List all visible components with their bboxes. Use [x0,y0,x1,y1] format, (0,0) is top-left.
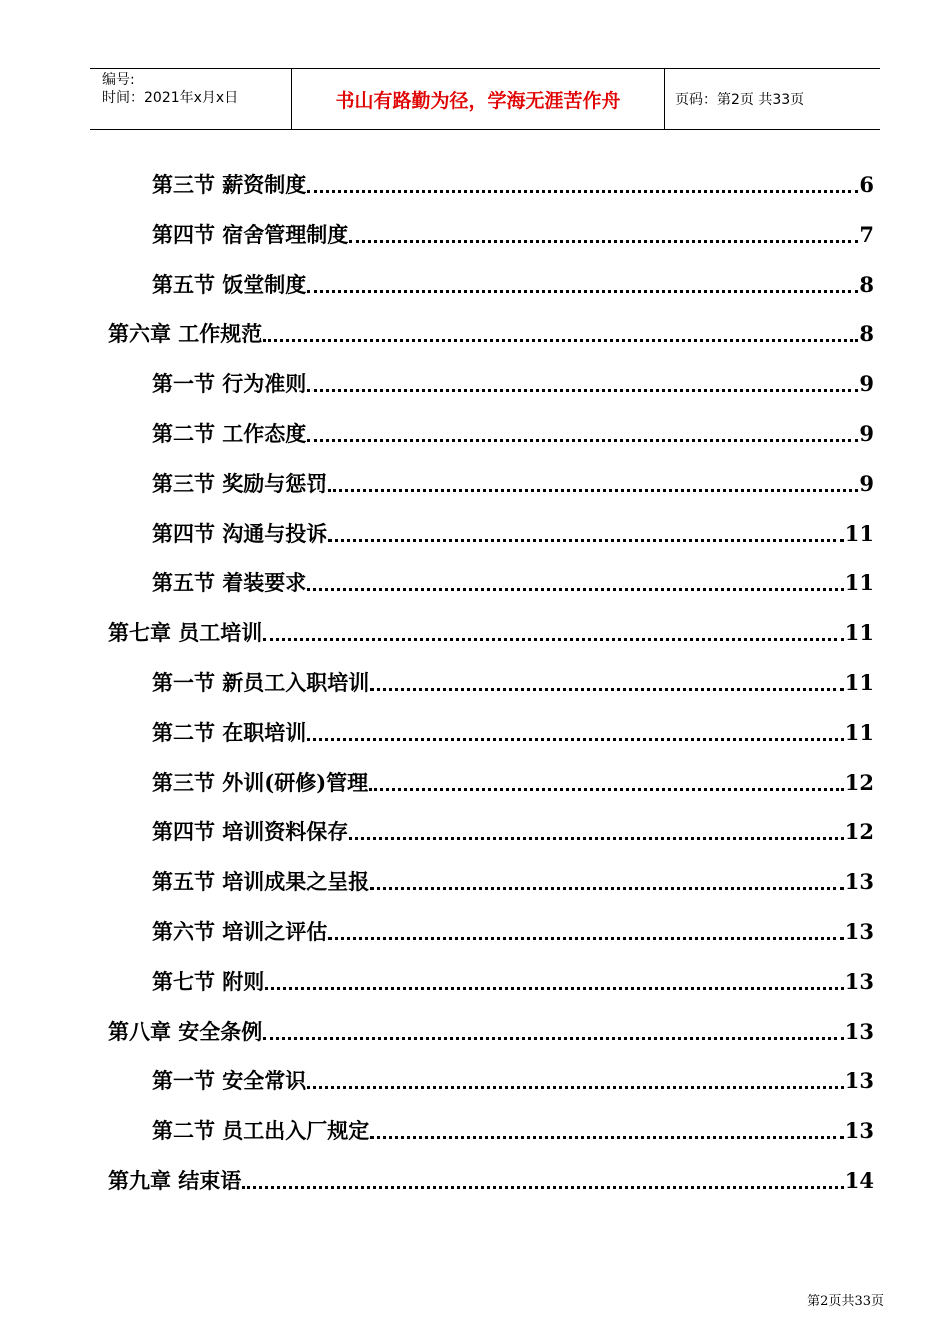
toc-section-entry[interactable] [152,756,874,796]
header-meta [90,69,292,129]
toc-entry-page-number: 13 [844,968,874,994]
toc-dot-leader [307,389,858,392]
toc-section-entry[interactable] [152,158,874,198]
toc-dot-leader [370,688,843,691]
toc-entry-page-number: 11 [844,719,874,745]
toc-entry-page-number: 7 [859,221,874,247]
toc-section-entry[interactable] [152,556,874,596]
toc-entry-page-number: 9 [859,371,874,397]
toc-entry-page-number: 13 [844,869,874,895]
toc-entry-title: 第五节 着装要求 [152,570,307,596]
toc-entry-page-number: 13 [844,1118,874,1144]
toc-section-entry[interactable] [152,805,874,845]
toc-entry-title: 第五节 培训成果之呈报 [152,869,370,895]
header-time-label: 时间：2021年x月x日 [102,90,239,106]
toc-dot-leader [328,539,843,542]
toc-chapter-entry[interactable] [108,606,874,646]
toc-section-entry[interactable] [152,208,874,248]
toc-entry-title: 第九章 结束语 [108,1168,242,1193]
toc-entry-page-number: 6 [859,172,874,197]
toc-entry-page-number: 11 [844,570,874,596]
toc-dot-leader [349,240,858,243]
toc-section-entry[interactable] [152,258,874,298]
toc-dot-leader [263,339,858,342]
toc-entry-title: 第七节 附则 [152,968,265,994]
toc-section-entry[interactable] [152,656,874,696]
toc-dot-leader [307,738,843,741]
toc-entry-title: 第五节 饭堂制度 [152,271,307,297]
toc-entry-page-number: 8 [859,321,874,347]
toc-dot-leader [370,887,843,890]
toc-chapter-entry[interactable] [108,1005,874,1045]
toc-entry-page-number: 14 [844,1168,874,1193]
toc-entry-title: 第二节 在职培训 [152,719,307,745]
header-page-info: 页码：第2页 共33页 [675,92,805,108]
toc-dot-leader [307,1086,843,1089]
toc-chapter-entry[interactable] [108,1154,874,1194]
toc-entry-page-number: 12 [844,819,874,845]
toc-entry-page-number: 9 [859,470,874,496]
toc-dot-leader [307,290,858,293]
toc-entry-title: 第三节 奖励与惩罚 [152,470,328,496]
toc-dot-leader [370,1136,843,1139]
toc-entry-title: 第三节 薪资制度 [152,172,307,197]
toc-dot-leader [307,190,858,193]
toc-entry-title: 第六节 培训之评估 [152,919,328,944]
page-footer: 第2页共33页 [807,1294,884,1309]
toc-entry-title: 第八章 安全条例 [108,1018,263,1044]
toc-entry-page-number: 9 [859,421,874,446]
toc-entry-page-number: 13 [844,1018,874,1044]
header-motto: 书山有路勤为径，学海无涯苦作舟 [292,69,665,129]
toc-entry-title: 第六章 工作规范 [108,321,263,347]
toc-section-entry[interactable] [152,706,874,746]
toc-dot-leader [263,1037,843,1040]
toc-section-entry[interactable] [152,905,874,945]
toc-entry-page-number: 8 [859,271,874,297]
toc-dot-leader [369,788,844,791]
toc-dot-leader [263,638,843,641]
toc-section-entry[interactable] [152,357,874,397]
toc-entry-title: 第二节 工作态度 [152,421,307,446]
toc-chapter-entry[interactable] [108,307,874,347]
toc-entry-title: 第一节 新员工入职培训 [152,670,370,695]
toc-entry-page-number: 11 [844,620,874,646]
toc-entry-page-number: 13 [844,919,874,944]
toc-entry-page-number: 12 [844,769,874,795]
toc-entry-title: 第一节 行为准则 [152,371,307,397]
toc-dot-leader [328,489,858,492]
header-number-label: 编号: [102,72,135,88]
toc-section-entry[interactable] [152,1104,874,1144]
toc-entry-title: 第二节 员工出入厂规定 [152,1118,370,1144]
page-header [90,68,880,130]
toc-dot-leader [307,588,843,591]
toc-dot-leader [242,1186,843,1189]
toc-entry-page-number: 13 [844,1068,874,1094]
toc-section-entry[interactable] [152,1054,874,1094]
toc-section-entry[interactable] [152,407,874,447]
toc-dot-leader [265,987,843,990]
toc-entry-title: 第七章 员工培训 [108,620,263,646]
toc-entry-title: 第四节 沟通与投诉 [152,520,328,546]
toc-entry-page-number: 11 [844,670,874,695]
toc-dot-leader [307,439,858,442]
toc-dot-leader [328,937,843,940]
toc-entry-title: 第四节 宿舍管理制度 [152,221,349,247]
toc-entry-title: 第四节 培训资料保存 [152,819,349,845]
toc-section-entry[interactable] [152,955,874,995]
toc-entry-title: 第一节 安全常识 [152,1068,307,1094]
toc-entry-title: 第三节 外训(研修)管理 [152,769,369,795]
toc-entry-page-number: 11 [844,520,874,546]
toc-section-entry[interactable] [152,855,874,895]
toc-dot-leader [349,837,843,840]
toc-section-entry[interactable] [152,457,874,497]
toc-section-entry[interactable] [152,507,874,547]
